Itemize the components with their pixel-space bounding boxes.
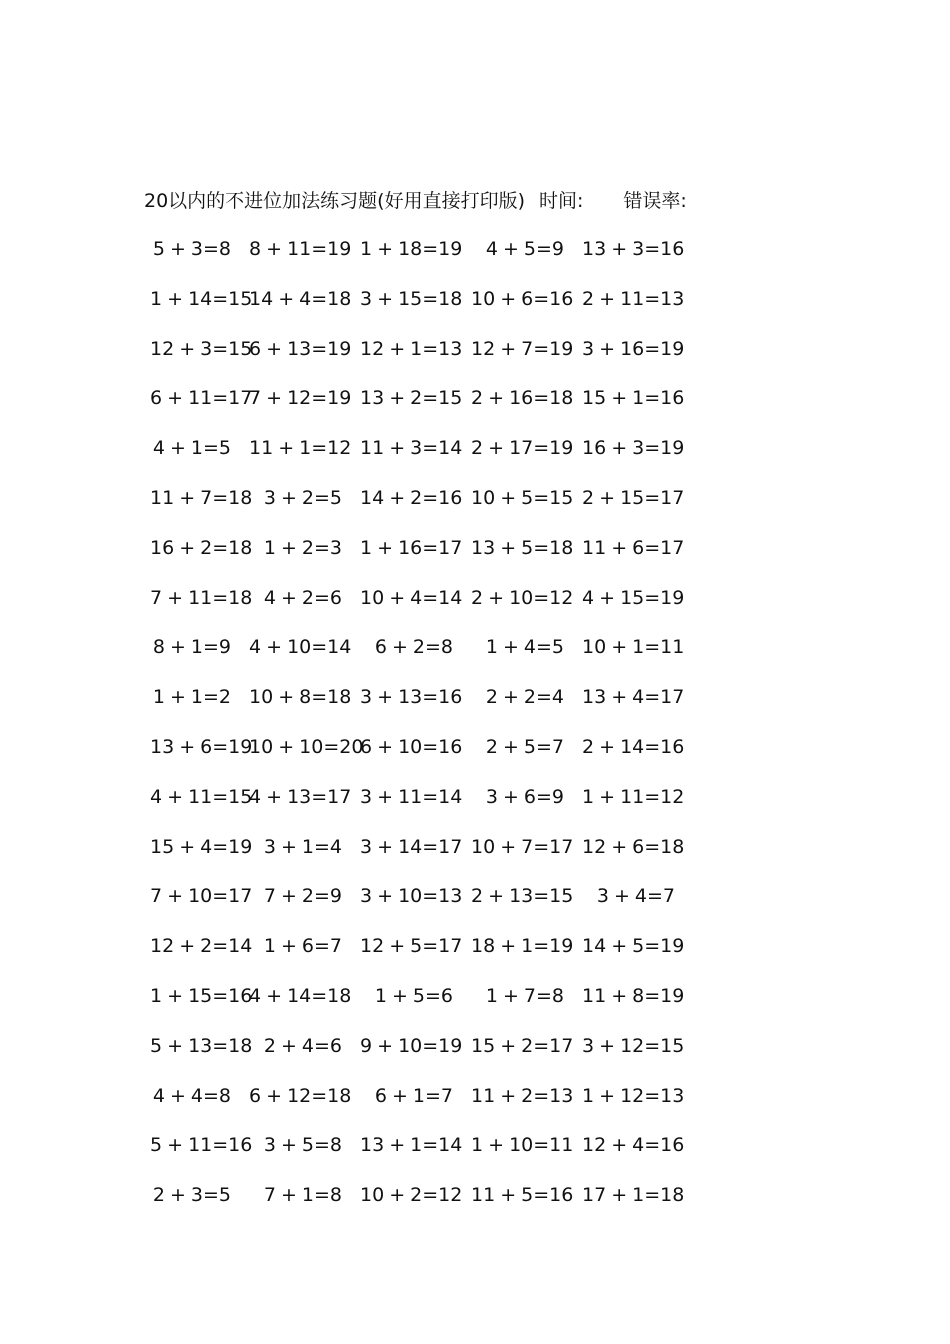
problem-cell: 2 + 4=6 xyxy=(263,1034,342,1057)
problem-cell: 8 + 11=19 xyxy=(249,238,352,260)
problem-cell: 1 + 15=16 xyxy=(150,984,253,1007)
problem-cell: 3 + 10=13 xyxy=(360,885,463,908)
problem-cell: 3 + 5=8 xyxy=(263,1134,342,1157)
problem-row xyxy=(0,433,950,483)
problem-cell: 10 + 10=20 xyxy=(249,735,364,758)
problem-row xyxy=(0,782,950,832)
problem-cell: 14 + 4=18 xyxy=(249,287,352,310)
problem-cell: 15 + 4=19 xyxy=(150,835,253,858)
problem-cell: 3 + 15=18 xyxy=(360,287,463,310)
problem-cell: 12 + 3=15 xyxy=(150,337,253,360)
problem-cell: 2 + 14=16 xyxy=(582,735,685,758)
problem-cell: 11 + 6=17 xyxy=(582,536,685,559)
problem-cell: 10 + 2=12 xyxy=(360,1184,463,1207)
problem-cell: 13 + 5=18 xyxy=(471,536,574,559)
problem-cell: 3 + 11=14 xyxy=(360,785,463,808)
problem-cell: 11 + 7=18 xyxy=(150,486,253,509)
problem-cell: 11 + 8=19 xyxy=(582,984,685,1007)
problem-cell: 10 + 1=11 xyxy=(582,636,685,659)
problem-cell: 6 + 13=19 xyxy=(249,337,352,360)
problem-cell: 2 + 10=12 xyxy=(471,586,574,609)
problem-cell: 1 + 16=17 xyxy=(360,536,463,559)
problem-cell: 1 + 1=2 xyxy=(152,686,231,709)
problem-cell: 11 + 2=13 xyxy=(471,1084,574,1107)
problem-cell: 1 + 10=11 xyxy=(471,1134,574,1157)
problem-cell: 10 + 5=15 xyxy=(471,486,574,509)
problem-cell: 4 + 5=9 xyxy=(485,238,564,260)
problem-row xyxy=(0,383,950,433)
problem-cell: 7 + 1=8 xyxy=(263,1184,342,1207)
problem-cell: 10 + 8=18 xyxy=(249,686,352,709)
problem-cell: 17 + 1=18 xyxy=(582,1184,685,1207)
problem-cell: 13 + 6=19 xyxy=(150,735,253,758)
problem-cell: 13 + 1=14 xyxy=(360,1134,463,1157)
problem-cell: 15 + 2=17 xyxy=(471,1034,574,1057)
problem-cell: 4 + 15=19 xyxy=(582,586,685,609)
problem-row xyxy=(0,583,950,633)
problem-cell: 12 + 6=18 xyxy=(582,835,685,858)
problem-row xyxy=(0,981,950,1031)
problem-cell: 16 + 2=18 xyxy=(150,536,253,559)
problem-cell: 3 + 13=16 xyxy=(360,686,463,709)
problem-cell: 12 + 7=19 xyxy=(471,337,574,360)
problem-cell: 1 + 14=15 xyxy=(150,287,253,310)
time-label: 时间: xyxy=(539,190,584,212)
problem-grid xyxy=(0,234,950,1230)
problem-cell: 3 + 16=19 xyxy=(582,337,685,360)
problem-cell: 3 + 6=9 xyxy=(485,785,564,808)
problem-cell: 16 + 3=19 xyxy=(582,437,685,460)
problem-row xyxy=(0,832,950,882)
problem-cell: 14 + 2=16 xyxy=(360,486,463,509)
problem-cell: 5 + 13=18 xyxy=(150,1034,253,1057)
problem-cell: 2 + 13=15 xyxy=(471,885,574,908)
problem-cell: 4 + 10=14 xyxy=(249,636,352,659)
problem-cell: 13 + 2=15 xyxy=(360,387,463,410)
problem-cell: 6 + 11=17 xyxy=(150,387,253,410)
worksheet-header xyxy=(144,186,687,216)
problem-cell: 12 + 2=14 xyxy=(150,935,253,958)
problem-cell: 5 + 11=16 xyxy=(150,1134,253,1157)
problem-cell: 7 + 2=9 xyxy=(263,885,342,908)
problem-row xyxy=(0,881,950,931)
problem-row xyxy=(0,632,950,682)
problem-cell: 2 + 11=13 xyxy=(582,287,685,310)
problem-cell: 3 + 12=15 xyxy=(582,1034,685,1057)
problem-row xyxy=(0,284,950,334)
problem-cell: 1 + 11=12 xyxy=(582,785,685,808)
problem-cell: 4 + 11=15 xyxy=(150,785,253,808)
problem-cell: 4 + 14=18 xyxy=(249,984,352,1007)
problem-cell: 2 + 15=17 xyxy=(582,486,685,509)
problem-cell: 1 + 4=5 xyxy=(485,636,564,659)
worksheet-title: 20以内的不进位加法练习题(好用直接打印版) xyxy=(144,190,526,212)
problem-row xyxy=(0,334,950,384)
problem-row xyxy=(0,1130,950,1180)
problem-cell: 7 + 11=18 xyxy=(150,586,253,609)
problem-cell: 4 + 2=6 xyxy=(263,586,342,609)
problem-row xyxy=(0,1180,950,1230)
problem-cell: 3 + 4=7 xyxy=(596,885,675,908)
problem-row xyxy=(0,1081,950,1131)
problem-cell: 13 + 3=16 xyxy=(582,238,685,260)
problem-row xyxy=(0,533,950,583)
problem-cell: 11 + 3=14 xyxy=(360,437,463,460)
problem-cell: 1 + 18=19 xyxy=(360,238,463,260)
problem-row xyxy=(0,682,950,732)
problem-cell: 1 + 12=13 xyxy=(582,1084,685,1107)
problem-row xyxy=(0,483,950,533)
problem-cell: 12 + 5=17 xyxy=(360,935,463,958)
problem-row xyxy=(0,1031,950,1081)
problem-cell: 2 + 17=19 xyxy=(471,437,574,460)
problem-row xyxy=(0,732,950,782)
problem-cell: 13 + 4=17 xyxy=(582,686,685,709)
problem-cell: 2 + 3=5 xyxy=(152,1184,231,1207)
problem-cell: 6 + 2=8 xyxy=(374,636,453,659)
problem-cell: 2 + 16=18 xyxy=(471,387,574,410)
problem-cell: 18 + 1=19 xyxy=(471,935,574,958)
problem-cell: 1 + 2=3 xyxy=(263,536,342,559)
problem-cell: 3 + 1=4 xyxy=(263,835,342,858)
problem-cell: 8 + 1=9 xyxy=(152,636,231,659)
problem-cell: 6 + 12=18 xyxy=(249,1084,352,1107)
problem-cell: 6 + 10=16 xyxy=(360,735,463,758)
problem-cell: 7 + 10=17 xyxy=(150,885,253,908)
problem-cell: 2 + 2=4 xyxy=(485,686,564,709)
problem-cell: 3 + 14=17 xyxy=(360,835,463,858)
problem-cell: 7 + 12=19 xyxy=(249,387,352,410)
problem-row xyxy=(0,931,950,981)
error-rate-label: 错误率: xyxy=(623,190,687,212)
problem-cell: 11 + 5=16 xyxy=(471,1184,574,1207)
problem-row xyxy=(0,234,950,284)
problem-cell: 1 + 6=7 xyxy=(263,935,342,958)
problem-cell: 1 + 7=8 xyxy=(485,984,564,1007)
problem-cell: 4 + 4=8 xyxy=(152,1084,231,1107)
problem-cell: 5 + 3=8 xyxy=(152,238,231,260)
problem-cell: 10 + 6=16 xyxy=(471,287,574,310)
problem-cell: 4 + 13=17 xyxy=(249,785,352,808)
problem-cell: 11 + 1=12 xyxy=(249,437,352,460)
problem-cell: 4 + 1=5 xyxy=(152,437,231,460)
problem-cell: 10 + 7=17 xyxy=(471,835,574,858)
problem-cell: 14 + 5=19 xyxy=(582,935,685,958)
problem-cell: 2 + 5=7 xyxy=(485,735,564,758)
problem-cell: 15 + 1=16 xyxy=(582,387,685,410)
problem-cell: 6 + 1=7 xyxy=(374,1084,453,1107)
problem-cell: 9 + 10=19 xyxy=(360,1034,463,1057)
problem-cell: 12 + 1=13 xyxy=(360,337,463,360)
problem-cell: 10 + 4=14 xyxy=(360,586,463,609)
problem-cell: 12 + 4=16 xyxy=(582,1134,685,1157)
problem-cell: 3 + 2=5 xyxy=(263,486,342,509)
problem-cell: 1 + 5=6 xyxy=(374,984,453,1007)
